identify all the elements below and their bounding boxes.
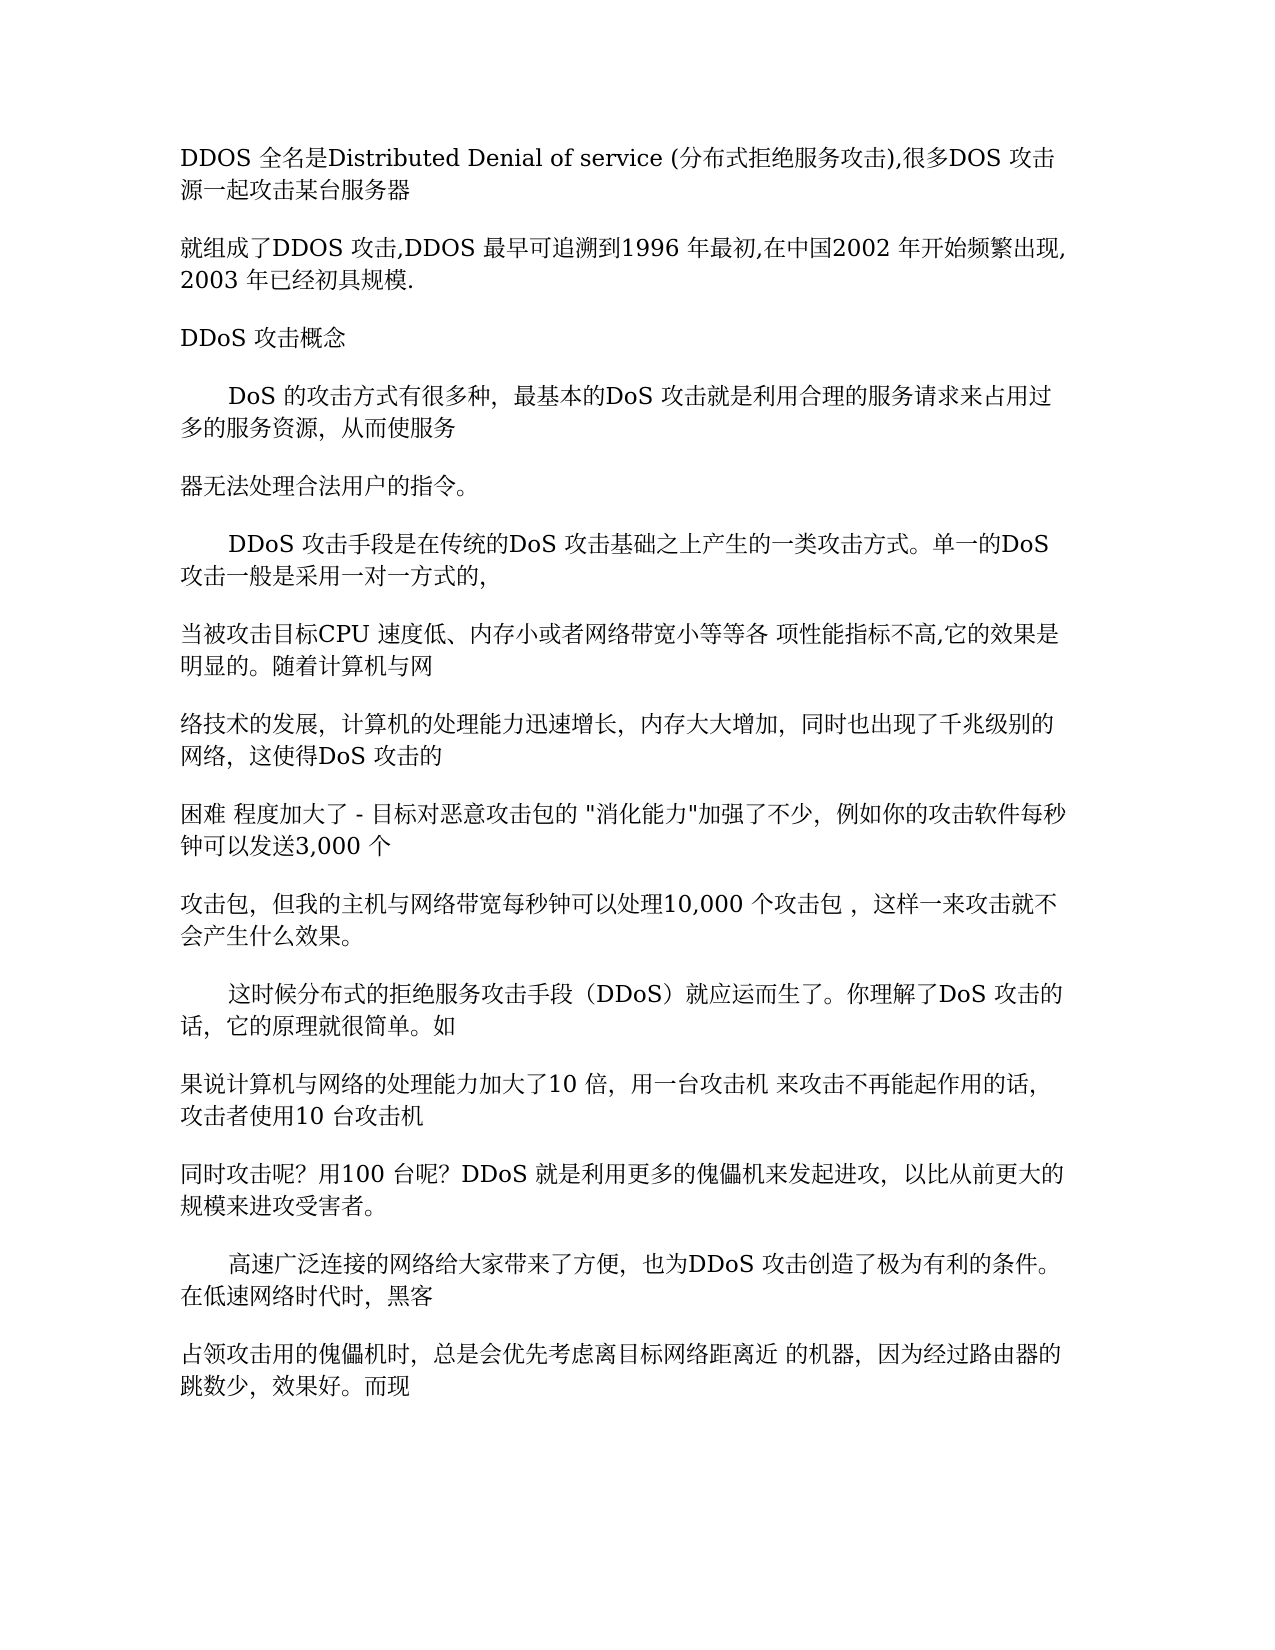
document-body — [180, 143, 1070, 1429]
paragraph: 器无法处理合法用户的指令。 — [180, 474, 479, 500]
paragraph: 攻击包，但我的主机与网络带宽每秒钟可以处理10,000 个攻击包 ，这样一来攻击就不会产生什么效果。 — [180, 892, 1058, 950]
paragraph: 果说计算机与网络的处理能力加大了10 倍，用一台攻击机 来攻击不再能起作用的话，攻击者使用10 台攻击机 — [180, 1072, 1052, 1130]
paragraph: 高速广泛连接的网络给大家带来了方便，也为DDoS 攻击创造了极为有利的条件。在低速网络时代时，黑客 — [180, 1252, 1061, 1310]
paragraph: 络技术的发展，计算机的处理能力迅速增长，内存大大增加，同时也出现了千兆级别的网络，这使得DoS 攻击的 — [180, 712, 1054, 770]
section-heading: DDoS 攻击概念 — [180, 326, 346, 352]
paragraph: DoS 的攻击方式有很多种，最基本的DoS 攻击就是利用合理的服务请求来占用过多的服务资源，从而使服务 — [180, 384, 1052, 442]
paragraph: 就组成了DDOS 攻击,DDOS 最早可追溯到1996 年最初,在中国2002 年开始频繁出现,2003 年已经初具规模. — [180, 236, 1067, 294]
paragraph: 困难 程度加大了 - 目标对恶意攻击包的 "消化能力"加强了不少，例如你的攻击软件每秒钟可以发送3,000 个 — [180, 802, 1067, 860]
paragraph: DDOS 全名是Distributed Denial of service (分布式拒绝服务攻击),很多DOS 攻击源一起攻击某台服务器 — [180, 146, 1055, 204]
paragraph: 当被攻击目标CPU 速度低、内存小或者网络带宽小等等各 项性能指标不高,它的效果是明显的。随着计算机与网 — [180, 622, 1059, 680]
paragraph: 这时候分布式的拒绝服务攻击手段（DDoS）就应运而生了。你理解了DoS 攻击的话，它的原理就很简单。如 — [180, 982, 1063, 1040]
paragraph: DDoS 攻击手段是在传统的DoS 攻击基础之上产生的一类攻击方式。单一的DoS 攻击一般是采用一对一方式的， — [180, 532, 1050, 590]
paragraph: 占领攻击用的傀儡机时，总是会优先考虑离目标网络距离近 的机器，因为经过路由器的跳数少，效果好。而现 — [180, 1342, 1062, 1400]
paragraph: 同时攻击呢？用100 台呢？DDoS 就是利用更多的傀儡机来发起进攻，以比从前更大的规模来进攻受害者。 — [180, 1162, 1065, 1220]
